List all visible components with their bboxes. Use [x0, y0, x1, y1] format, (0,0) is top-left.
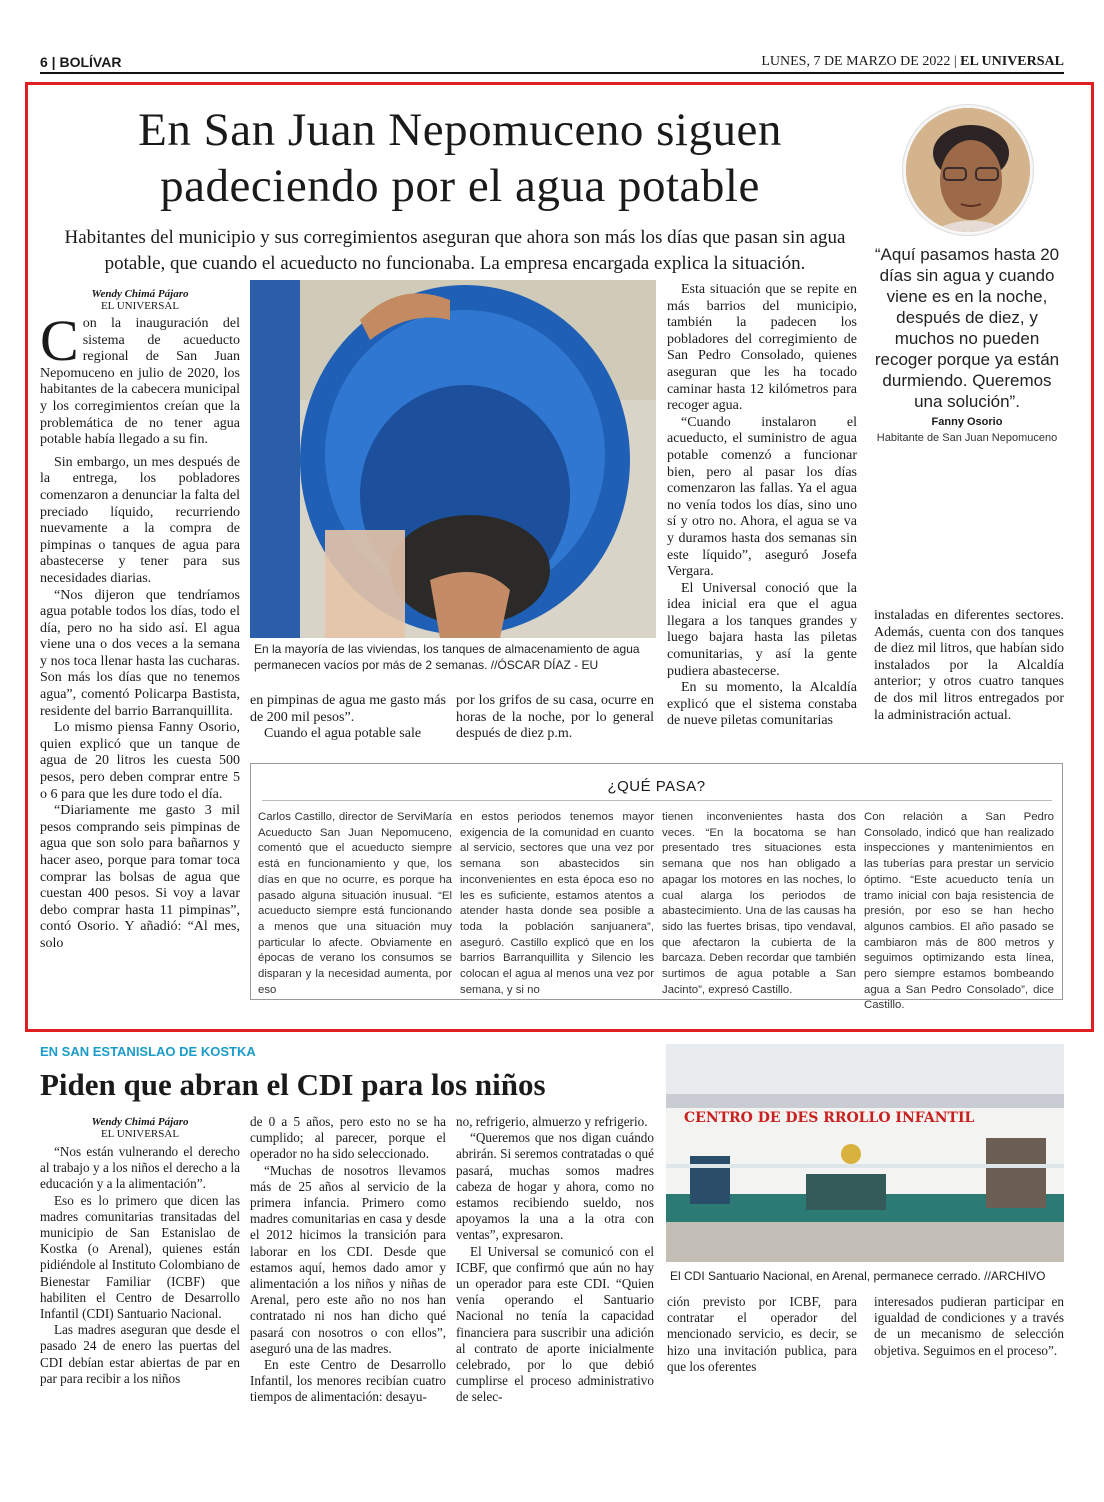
paragraph-5: “Muchas de nosotros llevamos más de 25 años al servicio de la primera infancia. Primero como madres comunitarias en casa y desde el 2012 hicimos la transición para laborar en los CDI. Desde que estamos aquí, hemos dado amor y alimentación a los niños y niñas de Arenal, pero este año no nos han contratado ni nos han dicho qué pasará con nosotros o con ellos”, aseguró una de las madres. — [250, 1162, 446, 1356]
paragraph-4: de 0 a 5 años, pero esto no se ha cumplido; al parecer, porque el operador no ha sido seleccionado. — [250, 1114, 446, 1162]
paragraph-8: “Queremos que nos digan cuándo abrirán. Si seremos contratadas o qué pasará, muchas somos madres cabeza de hogar y ahora, como no estamos recibiendo sueldo, nos apoyamos la una a la otra con ventas”, expresaron. — [456, 1130, 654, 1243]
paragraph-7: no, refrigerio, almuerzo y refrigerio. — [456, 1114, 648, 1129]
story2-column-3 — [456, 1114, 654, 1406]
story2-column-2 — [250, 1114, 446, 1406]
paragraph-13: instaladas en diferentes sectores. Además, cuenta con dos tanques de diez mil litros, que habían sido instalados por la Alcaldía anterior; y otros cuatro tanques de dos mil litros entregados por la administración actual. — [874, 608, 1064, 723]
paragraph-11: interesados pudieran participar en igualdad de condiciones y a través de un mecanismo de selección objetiva. Seguimos en el proceso”. — [874, 1294, 1064, 1358]
story1-column-2 — [250, 693, 446, 743]
paragraph-5: “Diariamente me gasto 3 mil pesos comprando seis pimpinas de agua que son solo para bañarnos y hacer aseo, porque para tomar toca comprar las bolsas de agua que cuestan 400 pesos. Si voy a lavar debo comprar hasta 11 pimpinas”, contó Osorio. Y añadió: “Al mes, solo — [40, 803, 240, 951]
paragraph-2: Sin embargo, un mes después de la entrega, los pobladores comenzaron a denunciar la falta del preciado líquido, recurriendo nuevamente a la compra de pimpinas o tanques de agua para abastecerse y tener para sus necesidades diarias. — [40, 454, 240, 586]
story1-column-1 — [40, 308, 240, 953]
outlet-name: EL UNIVERSAL — [100, 300, 180, 312]
story2-column-5 — [874, 1294, 1064, 1359]
story2-column-4 — [667, 1294, 857, 1375]
page-section: 6 | BOLÍVAR — [40, 54, 122, 70]
paragraph-3: “Nos dijeron que tendríamos agua potable todos los días, todo el día, pero no ha sido así. El agua viene una o dos veces a la semana y nos toca llenar hasta las cucharas. Son más los días que no tenemos agua”, comentó Policarpa Bastista, residente del barrio Barranquillita. — [40, 587, 240, 719]
outlet-name: EL UNIVERSAL — [100, 1128, 180, 1140]
story2-photo-caption: El CDI Santuario Nacional, en Arenal, permanece cerrado. //ARCHIVO — [670, 1269, 1046, 1283]
que-pasa-title: ¿QUÉ PASA? — [607, 778, 706, 795]
story1-column-3 — [456, 693, 654, 743]
paragraph-7: Cuando el agua potable sale — [264, 726, 422, 742]
paragraph-10: ción previsto por ICBF, para contratar el operador del mencionado servicio, es decir, se hizo una invitación publica, para que los oferentes — [667, 1294, 857, 1374]
paragraph-9: Esta situación que se repite en más barrios del municipio, también la padecen los pobladores del corregimiento de San Pedro Consolado, quienes aseguran que les ha tocado caminar hasta 12 kilómetros para recoger agua. — [667, 282, 857, 414]
story2-column-1 — [40, 1144, 240, 1387]
paragraph-10: “Cuando instalaron el acueducto, el suministro de agua potable comenzó a funcionar bien, pero al pasar los días comenzaron las fallas. Ya el agua no venía todos los días, sino uno sí y otro no. Ahora, el agua se va y duramos hasta dos semanas sin este líquido”, aseguró Josefa Vergara. — [667, 414, 857, 580]
story1-photo-caption: En la mayoría de las viviendas, los tanques de almacenamiento de agua permanecen vacíos por más de 2 semanas. //ÓSCAR DÍAZ - EU — [254, 642, 640, 672]
dropcap: C — [40, 308, 79, 373]
story2-headline: Piden que abran el CDI para los niños — [40, 1067, 546, 1102]
paragraph-6: en pimpinas de agua me gasto más de 200 mil pesos”. — [250, 693, 446, 725]
pullquote-name: Fanny Osorio — [931, 416, 1003, 428]
paragraph-12: En su momento, la Alcaldía explicó que el sistema constaba de nueve piletas comunitarias — [667, 680, 857, 729]
pullquote: “Aquí pasamos hasta 20 días sin agua y cuando viene es en la noche, después de diez, y muchos no pueden recoger porque ya están durmiendo. Queremos una solución”. — [874, 245, 1060, 411]
story2-byline — [40, 1116, 240, 1140]
que-pasa-column-1: Carlos Castillo, director de ServiMaría Acueducto San Juan Nepomuceno, comentó que el acueducto siempre está en funcionamiento y que, los días en que no ocurre, es porque ha pasado alguna situación inusual. “El acueducto siempre está funcionando a menos que una situación muy particular lo afecte. Obviamente en épocas de verano los consumos se disparan y la necesidad aumenta, por eso — [258, 811, 452, 996]
paragraph-11: El Universal conoció que la idea inicial era que el agua llegara a los tanques grandes y luego bajara hasta las piletas comunitarias, y así la gente pudiera abastecerse. — [667, 580, 857, 679]
portrait-photo — [903, 105, 1033, 235]
story1-deck: Habitantes del municipio y sus corregimientos aseguran que ahora son más los días que pasan sin agua potable, que cuando el acueducto no funcionaba. La empresa encargada explica la situación. — [64, 227, 846, 274]
cdi-building-photo — [666, 1044, 1064, 1262]
story1-headline: En San Juan Nepomuceno siguen padeciendo por el agua potable — [138, 104, 782, 212]
building-sign: CENTRO DE DES RROLLO INFANTIL — [684, 1110, 975, 1126]
story1-column-5 — [874, 608, 1064, 724]
story2-kicker: EN SAN ESTANISLAO DE KOSTKA — [40, 1044, 256, 1059]
author-name: Wendy Chimá Pájaro — [91, 288, 189, 300]
paragraph-3: Las madres aseguran que desde el pasado 24 de enero las puertas del CDI debían estar abiertas de par en par para recibir a los niños — [40, 1322, 240, 1386]
water-tank-photo — [250, 280, 656, 638]
que-pasa-divider — [262, 800, 1052, 801]
paragraph-9: El Universal se comunicó con el ICBF, que confirmó que aún no hay un operador para este CDI. “Quien venía operando el Santuario Nacional no tenía la capacidad financiera para suscribir una adición al contrato de aporte inicialmente celebrado, por lo que debió cumplirse el proceso administrativo de selec- — [456, 1243, 654, 1405]
paragraph-1: Con la inauguración del sistema de acueducto regional de San Juan Nepomuceno en julio de 2020, los habitantes de la cabecera municipal y los corregimientos creían que la problemática de no tener agua potable había llegado a su fin. — [40, 308, 240, 448]
pullquote-role: Habitante de San Juan Nepomuceno — [876, 432, 1058, 444]
paper-name: EL UNIVERSAL — [960, 54, 1064, 69]
date-text: LUNES, 7 DE MARZO DE 2022 | — [761, 54, 957, 69]
story1-column-4 — [667, 282, 857, 730]
paragraph-1: “Nos están vulnerando el derecho al trabajo y a los niños el derecho a la educación y a la alimentación”. — [40, 1144, 240, 1192]
que-pasa-column-3: tienen inconvenientes hasta dos veces. “En la bocatoma se han presentado tres situaciones esta semana que nos han obligado a apagar los motores en las noches, lo cual alarga los periodos de abastecimiento. Una de las causas ha sido las fuertes brisas, tipo vendaval, que afectaron la cubierta de la barcaza. Deben recordar que también surtimos de agua potable a San Jacinto”, expresó Castillo. — [662, 811, 856, 996]
paragraph-6: En este Centro de Desarrollo Infantil, los menores recibían cuatro tiempos de alimentación: desayu- — [250, 1357, 446, 1405]
page-header — [40, 52, 1064, 74]
paragraph-2: Eso es lo primero que dicen las madres comunitarias transitadas del municipio de San Estanislao de Kostka (o Arenal), quienes están pidiéndole al Instituto Colombiano de Bienestar Familiar (ICBF) que habiliten el Centro de Desarrollo Infantil (CDI) Santuario Nacional. — [40, 1192, 240, 1322]
paragraph-4: Lo mismo piensa Fanny Osorio, quien explicó que un tanque de agua de 20 litros les cuesta 500 pesos, pero deben comprar entre 5 o 6 para que les dure todo el día. — [40, 720, 240, 802]
author-name: Wendy Chimá Pájaro — [91, 1116, 189, 1128]
paragraph-8: por los grifos de su casa, ocurre en horas de la noche, por lo general después de diez p.m. — [456, 693, 654, 742]
page-date — [761, 54, 1064, 70]
que-pasa-column-2: en estos periodos tenemos mayor exigencia de la comunidad en cuanto al servicio, sectores que una vez por semana son abastecidos sin inconvenientes en esta época eso no les es suficiente, estamos atentos a atender hasta donde sea posible a toda la población sanjuanera”, aseguró. Castillo explicó que en los barrios Barranquillita y Silencio les colocan el agua al menos una vez por semana, y si no — [460, 811, 654, 996]
que-pasa-column-4: Con relación a San Pedro Consolado, indicó que han realizado inspecciones y mantenimientos en las tuberías para prestar un servicio óptimo. “Este acueducto tenía un tramo inicial con baja resistencia de presión, por eso se han hecho algunos cambios. El año pasado se cambiaron más de 800 metros y seguimos optimizando esta línea, pero siempre estamos bombeando agua a San Pedro Consolado”, dice Castillo. — [864, 811, 1054, 1012]
